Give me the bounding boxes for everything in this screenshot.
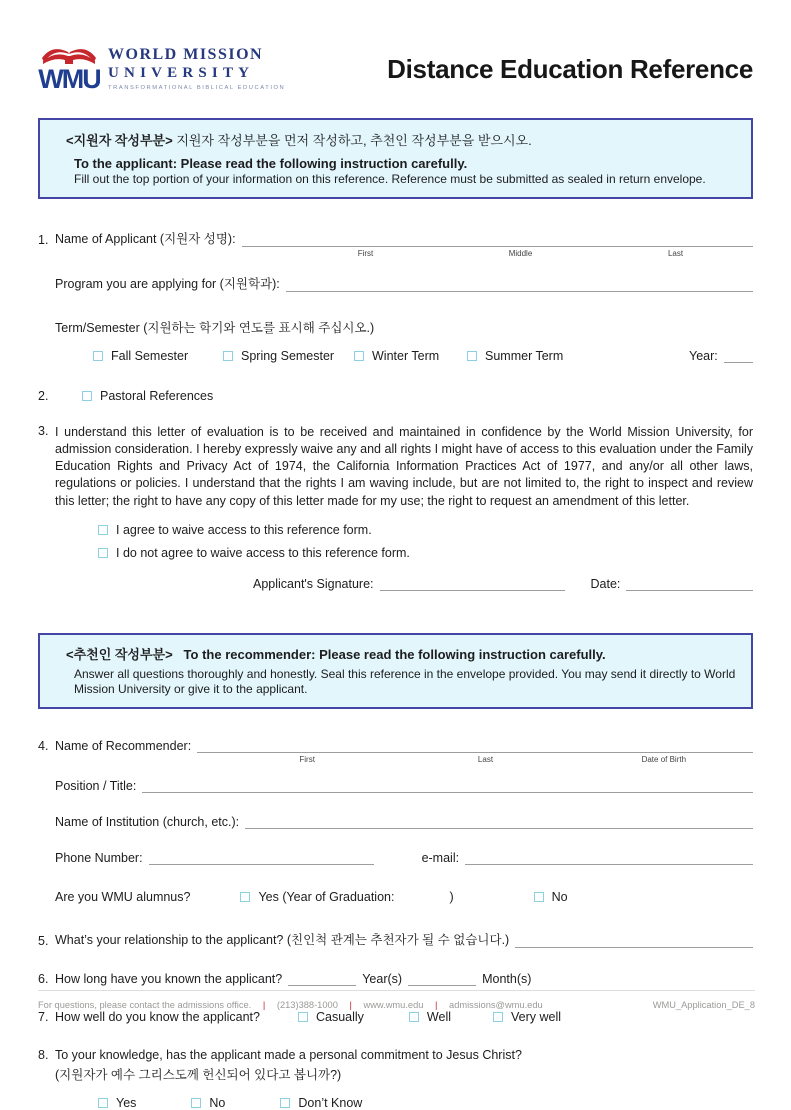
commitment-label-kr: (지원자가 예수 그리스도께 헌신되어 있다고 봅니까?) — [55, 1068, 342, 1083]
q1-number: 1. — [38, 232, 49, 247]
wmu-book-logo-icon — [38, 40, 100, 98]
applicant-instruction-box — [38, 118, 753, 199]
checkbox-not-agree-waive[interactable]: I do not agree to waive access to this reference form. — [98, 546, 753, 560]
checkbox-yes[interactable]: Yes — [98, 1096, 136, 1110]
phone-label: Phone Number: — [55, 851, 143, 866]
q5-number: 5. — [38, 934, 49, 949]
logo-text — [108, 40, 285, 91]
applicant-box-korean-heading: <지원자 작성부분> — [66, 133, 173, 148]
well-checkbox-icon[interactable] — [409, 1012, 419, 1022]
question-6 — [38, 972, 753, 986]
logo-tagline: TRANSFORMATIONAL BIBLICAL EDUCATION — [108, 85, 286, 91]
recommender-name-field[interactable] — [197, 751, 753, 753]
relationship-field[interactable] — [515, 946, 753, 948]
question-5 — [38, 930, 753, 948]
checkbox-agree-waive[interactable]: I agree to waive access to this reference form. — [98, 523, 753, 537]
applicant-signature-field[interactable] — [380, 589, 565, 591]
checkbox-alumnus-yes[interactable]: Yes (Year of Graduation: — [240, 890, 394, 904]
q6-number: 6. — [38, 972, 49, 987]
years-label: Year(s) — [362, 972, 403, 987]
yes-checkbox-icon[interactable] — [98, 1098, 108, 1108]
position-field[interactable] — [142, 791, 753, 793]
q8-options-row — [98, 1096, 753, 1110]
alumnus-row — [38, 890, 753, 904]
checkbox-pastoral-references[interactable]: Pastoral References — [82, 389, 213, 403]
date-label: Date: — [590, 576, 621, 591]
footer-separator: | — [349, 1000, 352, 1010]
applicant-box-heading: To the applicant: Please read the following instruction carefully. — [74, 156, 468, 171]
phone-email-row — [38, 851, 753, 865]
applicant-box-korean-line — [66, 130, 737, 149]
footer-phone: (213)388-1000 — [276, 1000, 338, 1010]
document-code: WMU_Application_DE_8 — [652, 1000, 755, 1010]
pastoral-references-checkbox-icon[interactable] — [82, 391, 92, 401]
term-label-row — [38, 318, 753, 336]
logo-name-line2: UNIVERSITY — [108, 65, 255, 81]
alumnus-paren: ) — [449, 890, 454, 905]
checkbox-very-well[interactable]: Very well — [493, 1010, 561, 1024]
sublabel-first: First — [357, 248, 374, 258]
question-4-name — [38, 739, 753, 764]
applicant-signature-label: Applicant's Signature: — [253, 576, 374, 591]
footer-separator: | — [262, 1000, 266, 1010]
summer-term-checkbox-icon[interactable] — [467, 351, 477, 361]
program-label: Program you are applying for (지원학과): — [55, 276, 280, 291]
question-1-name — [38, 229, 753, 258]
email-field[interactable] — [465, 863, 753, 865]
checkbox-well[interactable]: Well — [409, 1010, 451, 1024]
checkbox-casually[interactable]: Casually — [298, 1010, 364, 1024]
applicant-name-field[interactable] — [242, 245, 753, 247]
footer-email: admissions@wmu.edu — [449, 1000, 543, 1010]
q4-number: 4. — [38, 739, 49, 754]
q4-name-sublabels — [218, 755, 753, 764]
svg-text:WMU: WMU — [38, 64, 100, 94]
footer-contact: For questions, please contact the admissions office. — [38, 1000, 252, 1010]
sublabel-first: First — [299, 755, 315, 765]
institution-row — [38, 815, 753, 829]
spring-semester-checkbox-icon[interactable] — [223, 351, 233, 361]
agree-waive-checkbox-icon[interactable] — [98, 525, 108, 535]
recommender-name-label: Name of Recommender: — [55, 739, 192, 754]
checkbox-dont-know[interactable]: Don’t Know — [280, 1096, 362, 1110]
checkbox-alumnus-no[interactable]: No — [534, 890, 568, 904]
alumnus-yes-checkbox-icon[interactable] — [240, 892, 250, 902]
question-3 — [38, 424, 753, 510]
how-long-label: How long have you known the applicant? — [55, 972, 283, 987]
phone-field[interactable] — [149, 863, 374, 865]
sublabel-date-of-birth: Date of Birth — [641, 755, 687, 765]
q1-name-sublabels — [288, 249, 753, 258]
casually-checkbox-icon[interactable] — [298, 1012, 308, 1022]
logo-name-line1: WORLD MISSION — [108, 46, 264, 63]
footer-website: www.wmu.edu — [363, 1000, 424, 1010]
question-7 — [38, 1010, 753, 1024]
institution-label: Name of Institution (church, etc.): — [55, 815, 240, 830]
university-logo — [38, 40, 285, 98]
term-label: Term/Semester (지원하는 학기와 연도를 표시해 주십시오.) — [55, 320, 375, 335]
checkbox-fall-semester[interactable]: Fall Semester — [93, 349, 223, 363]
program-field[interactable] — [286, 290, 753, 292]
q3-number: 3. — [38, 423, 49, 438]
program-row — [38, 274, 753, 292]
q8-number: 8. — [38, 1048, 49, 1063]
header — [38, 40, 753, 98]
position-label: Position / Title: — [55, 779, 137, 794]
footer-contact-line — [38, 1000, 543, 1010]
institution-field[interactable] — [245, 827, 753, 829]
checkbox-summer-term[interactable]: Summer Term — [467, 349, 614, 363]
year-label: Year: — [689, 348, 718, 363]
recommender-box-body: Answer all questions thoroughly and honestly. Seal this reference in the envelope provided. You may send it directly to World Mission University or give it to the applicant. — [74, 666, 736, 697]
fall-semester-checkbox-icon[interactable] — [93, 351, 103, 361]
page-title: Distance Education Reference — [387, 54, 753, 84]
q2-number: 2. — [38, 388, 49, 403]
commitment-label-en: To your knowledge, has the applicant made a personal commitment to Jesus Christ? — [55, 1048, 522, 1063]
email-label: e-mail: — [421, 851, 460, 866]
relationship-label: What’s your relationship to the applicant? (친인척 관계는 추천자가 될 수 없습니다.) — [55, 933, 510, 948]
footer-separator: | — [435, 1000, 438, 1010]
recommender-box-heading: To the recommender: Please read the following instruction carefully. — [183, 646, 606, 662]
no-checkbox-icon[interactable] — [191, 1098, 201, 1108]
sublabel-last: Last — [667, 248, 684, 258]
how-well-label: How well do you know the applicant? — [55, 1010, 260, 1025]
footer — [38, 990, 755, 1010]
months-label: Month(s) — [482, 972, 532, 987]
recommender-instruction-box — [38, 633, 753, 709]
signature-row — [253, 577, 753, 591]
applicant-box-body: Fill out the top portion of your information on this reference. Reference must be submitted as sealed in return envelope. — [74, 172, 706, 186]
checkbox-no[interactable]: No — [191, 1096, 225, 1110]
term-options-row — [93, 349, 753, 363]
position-row — [38, 779, 753, 793]
very-well-checkbox-icon[interactable] — [493, 1012, 503, 1022]
alumnus-label: Are you WMU alumnus? — [55, 890, 191, 905]
winter-term-checkbox-icon[interactable] — [354, 351, 364, 361]
q1-name-label: Name of Applicant (지원자 성명): — [55, 231, 236, 246]
recommender-box-korean-heading: <추천인 작성부분> — [66, 646, 173, 662]
checkbox-winter-term[interactable]: Winter Term — [354, 349, 467, 363]
applicant-box-korean-text: 지원자 작성부분을 먼저 작성하고, 추천인 작성부분을 받으시오. — [172, 133, 532, 148]
sublabel-last: Last — [477, 755, 494, 765]
q7-number: 7. — [38, 1010, 49, 1025]
date-field[interactable] — [626, 589, 753, 591]
years-field[interactable] — [288, 984, 356, 986]
checkbox-spring-semester[interactable]: Spring Semester — [223, 349, 354, 363]
question-2 — [38, 389, 753, 403]
year-row — [689, 349, 753, 363]
sublabel-middle: Middle — [508, 248, 533, 258]
not-agree-waive-checkbox-icon[interactable] — [98, 548, 108, 558]
recommender-box-heading-line — [66, 644, 737, 663]
alumnus-no-checkbox-icon[interactable] — [534, 892, 544, 902]
year-field[interactable] — [724, 361, 753, 363]
waiver-paragraph: I understand this letter of evaluation is to be received and maintained in confidence by the World Mission University, for admission consideration. I hereby expressly waive any and all rights I might have of access to this evaluation under the Family Education Rights and Privacy Act of 1974, the California Information Practices Act of 1977, and any/or all other laws, regulations or policies. I understand that the rights I am waving include, but are not limited to, the right to inspect and review this letter; the right to have any copy of this letter made for my use; the right to request an amendment of this letter. — [55, 424, 753, 508]
months-field[interactable] — [408, 984, 476, 986]
question-8 — [38, 1048, 753, 1110]
dont-know-checkbox-icon[interactable] — [280, 1098, 290, 1108]
